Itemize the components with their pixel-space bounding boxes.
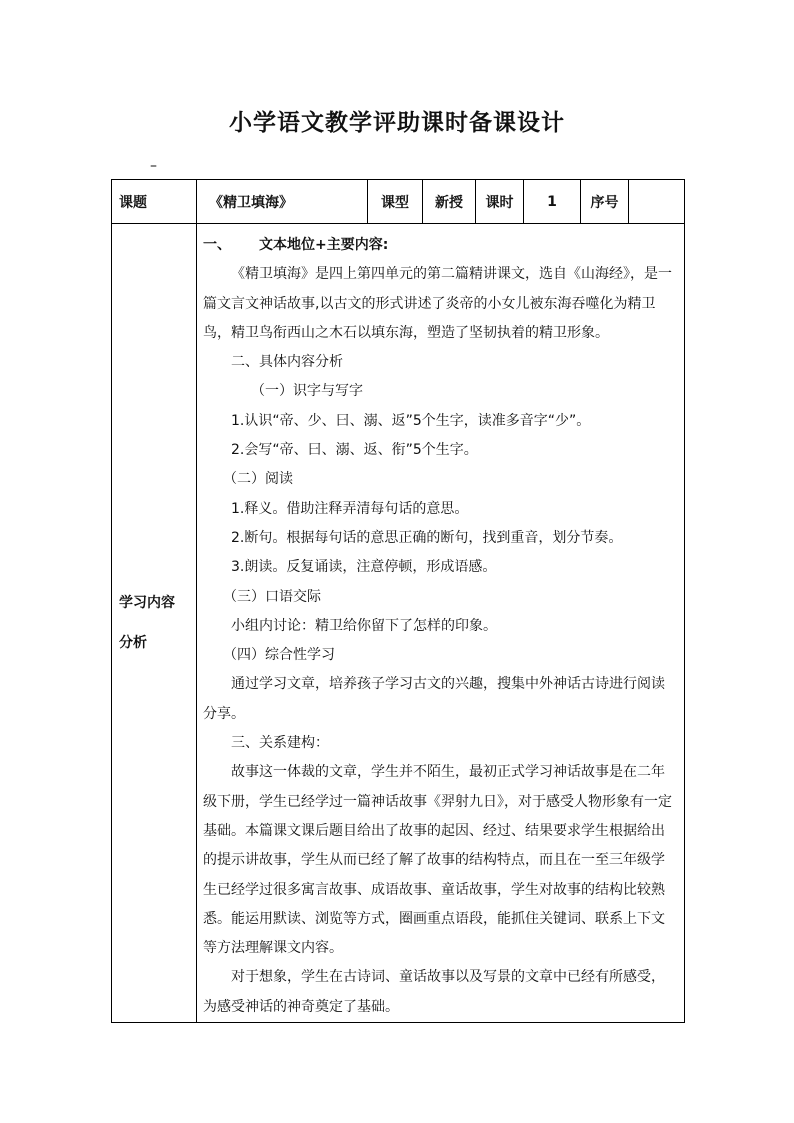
paragraph-relationship: 故事这一体裁的文章，学生并不陌生，最初正式学习神话故事是在二年级下册，学生已经学过一篇神话故事《羿射九日》，对于感受人物形象有一定基础。本篇课文课后题目给出了故事的起因、经过、结果要求学生根据给出的提示讲故事，学生从而已经了解了故事的结构特点，而且在一至三年级学生已经学过很多寓言故事、成语故事、童话故事，学生对故事的结构比较熟悉。能运用默读、浏览等方式，圈画重点语段，能抓住关键词、联系上下文等方法理解课文内容。 <box>203 764 672 957</box>
header-row <box>112 180 685 224</box>
learning-content-label <box>112 224 197 1023</box>
learning-content-label-line1: 学习内容 <box>119 595 175 611</box>
reading-item-2: 2.断句。根据每句话的意思正确的断句，找到重音，划分节奏。 <box>231 529 623 546</box>
section-1-title: 文本地位+主要内容: <box>259 237 389 253</box>
comprehensive-paragraph: 通过学习文章，培养孩子学习古文的兴趣，搜集中外神话古诗进行阅读分享。 <box>203 676 665 722</box>
literacy-item-2: 2.会写“帝、曰、溺、返、衔”5个生字。 <box>231 442 478 459</box>
topic-value: 《精卫填海》 <box>197 180 368 224</box>
section-2-heading: 二、具体内容分析 <box>231 354 343 371</box>
literacy-item-1: 1.认识“帝、少、曰、溺、返”5个生字，读准多音字“少”。 <box>231 412 591 429</box>
lesson-plan-table <box>111 179 685 1023</box>
stray-dash: – <box>150 158 157 174</box>
paragraph-text-position: 《精卫填海》是四上第四单元的第二篇精讲课文，选自《山海经》，是一篇文言文神话故事,以古文的形式讲述了炎帝的小女儿被东海吞噬化为精卫鸟，精卫鸟衔西山之木石以填东海，塑造了坚韧执着的精卫形象。 <box>203 266 672 341</box>
sequence-label: 序号 <box>581 180 629 224</box>
subsection-literacy-heading: （一）识字与写字 <box>251 383 363 400</box>
subsection-oral-heading: （三）口语交际 <box>223 588 321 605</box>
subsection-comprehensive-heading: （四）综合性学习 <box>223 647 335 664</box>
content-row <box>112 224 685 1023</box>
learning-content-body <box>197 224 685 1023</box>
paragraph-imagination: 对于想象，学生在古诗词、童话故事以及写景的文章中已经有所感受，为感受神话的神奇奠定了基础。 <box>203 969 665 1015</box>
section-1-heading <box>203 231 678 260</box>
learning-content-label-line2: 分析 <box>119 635 147 651</box>
sequence-value <box>629 180 685 224</box>
subsection-reading-heading: （二）阅读 <box>223 471 293 488</box>
oral-item-1: 小组内讨论：精卫给你留下了怎样的印象。 <box>231 617 497 634</box>
type-value: 新授 <box>423 180 476 224</box>
period-value: 1 <box>524 180 581 224</box>
reading-item-1: 1.释义。借助注释弄清每句话的意思。 <box>231 500 469 517</box>
period-label: 课时 <box>476 180 524 224</box>
document-title: 小学语文教学评助课时备课设计 <box>229 110 565 136</box>
section-3-heading: 三、关系建构： <box>231 735 329 752</box>
type-label: 课型 <box>368 180 423 224</box>
reading-item-3: 3.朗读。反复诵读，注意停顿，形成语感。 <box>231 559 497 576</box>
section-1-number: 一、 <box>203 237 231 253</box>
topic-label: 课题 <box>112 180 197 224</box>
